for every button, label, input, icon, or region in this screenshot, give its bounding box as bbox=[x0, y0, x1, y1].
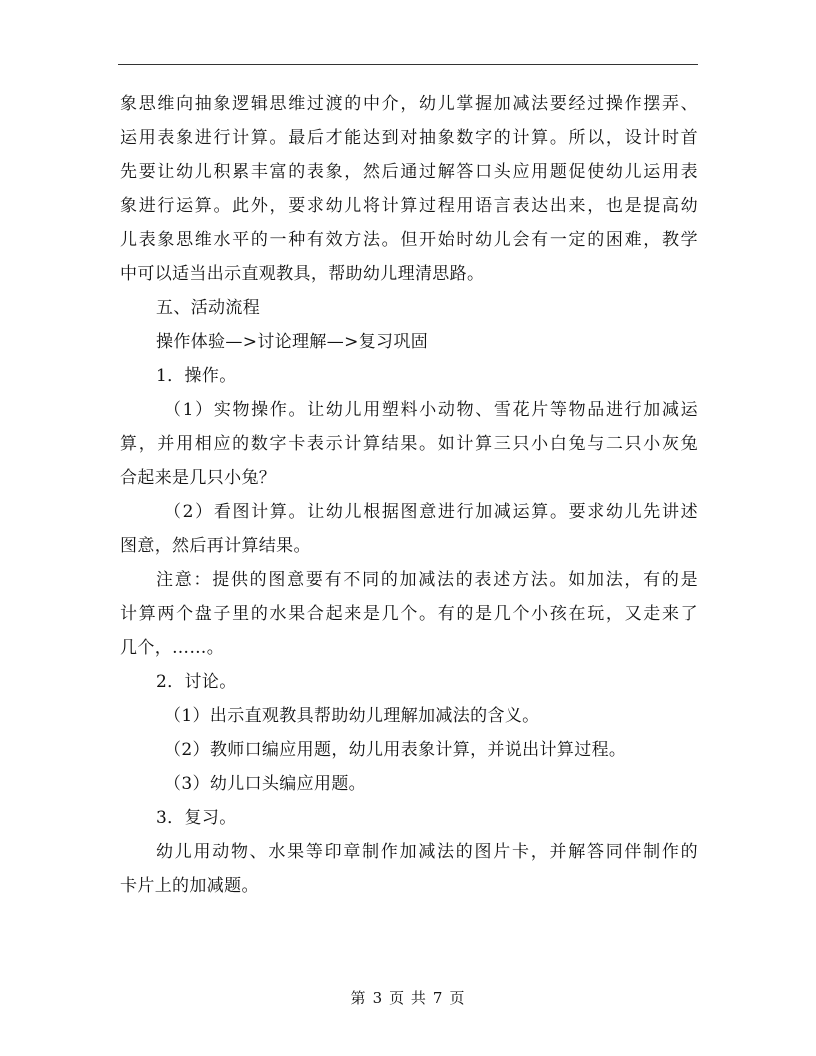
paragraph-line: 注意：提供的图意要有不同的加减法的表述方法。如加法，有的是 bbox=[156, 570, 698, 590]
paragraph-line: 运用表象进行计算。最后才能达到对抽象数字的计算。所以，设计时首 bbox=[120, 128, 698, 148]
paragraph-line: 中可以适当出示直观教具，帮助幼儿理清思路。 bbox=[120, 264, 485, 284]
list-item: （3）幼儿口头编应用题。 bbox=[164, 774, 367, 794]
footer-suffix: 页 bbox=[449, 989, 466, 1007]
document-body bbox=[120, 87, 698, 903]
paragraph-line: 几个，……。 bbox=[120, 638, 225, 658]
paragraph-line: 先要让幼儿积累丰富的表象，然后通过解答口头应用题促使幼儿运用表 bbox=[120, 162, 698, 182]
footer-middle: 页 共 bbox=[389, 989, 427, 1007]
paragraph-line: 合起来是几只小兔？ bbox=[120, 468, 277, 488]
footer-prefix: 第 bbox=[350, 989, 367, 1007]
paragraph-line: 幼儿用动物、水果等印章制作加减法的图片卡，并解答同伴制作的 bbox=[156, 842, 698, 862]
header-rule bbox=[118, 64, 698, 65]
paragraph-line: 计算两个盘子里的水果合起来是几个。有的是几个小孩在玩，又走来了 bbox=[120, 604, 698, 624]
paragraph-line: 图意，然后再计算结果。 bbox=[120, 536, 311, 556]
total-page-number: 7 bbox=[432, 989, 444, 1007]
paragraph-line: 算，并用相应的数字卡表示计算结果。如计算三只小白兔与二只小灰兔 bbox=[120, 434, 698, 454]
paragraph-line: （2）看图计算。让幼儿根据图意进行加减运算。要求幼儿先讲述 bbox=[164, 502, 698, 522]
section-heading: 五、活动流程 bbox=[156, 298, 261, 318]
page-footer bbox=[0, 988, 816, 1008]
step-heading: 1．操作。 bbox=[156, 366, 237, 386]
paragraph-line: 卡片上的加减题。 bbox=[120, 876, 259, 896]
step-heading: 2．讨论。 bbox=[156, 672, 237, 692]
list-item: （1）出示直观教具帮助幼儿理解加减法的含义。 bbox=[164, 706, 540, 726]
step-heading: 3．复习。 bbox=[156, 808, 237, 828]
paragraph-line: 儿表象思维水平的一种有效方法。但开始时幼儿会有一定的困难，教学 bbox=[120, 230, 698, 250]
flow-line: 操作体验—>讨论理解—>复习巩固 bbox=[156, 332, 429, 352]
list-item: （2）教师口编应用题，幼儿用表象计算，并说出计算过程。 bbox=[164, 740, 627, 760]
paragraph-line: （1）实物操作。让幼儿用塑料小动物、雪花片等物品进行加减运 bbox=[164, 400, 698, 420]
paragraph-line: 象思维向抽象逻辑思维过渡的中介，幼儿掌握加减法要经过操作摆弄、 bbox=[120, 94, 698, 114]
current-page-number: 3 bbox=[372, 989, 384, 1007]
paragraph-line: 象进行运算。此外，要求幼儿将计算过程用语言表达出来，也是提高幼 bbox=[120, 196, 698, 216]
